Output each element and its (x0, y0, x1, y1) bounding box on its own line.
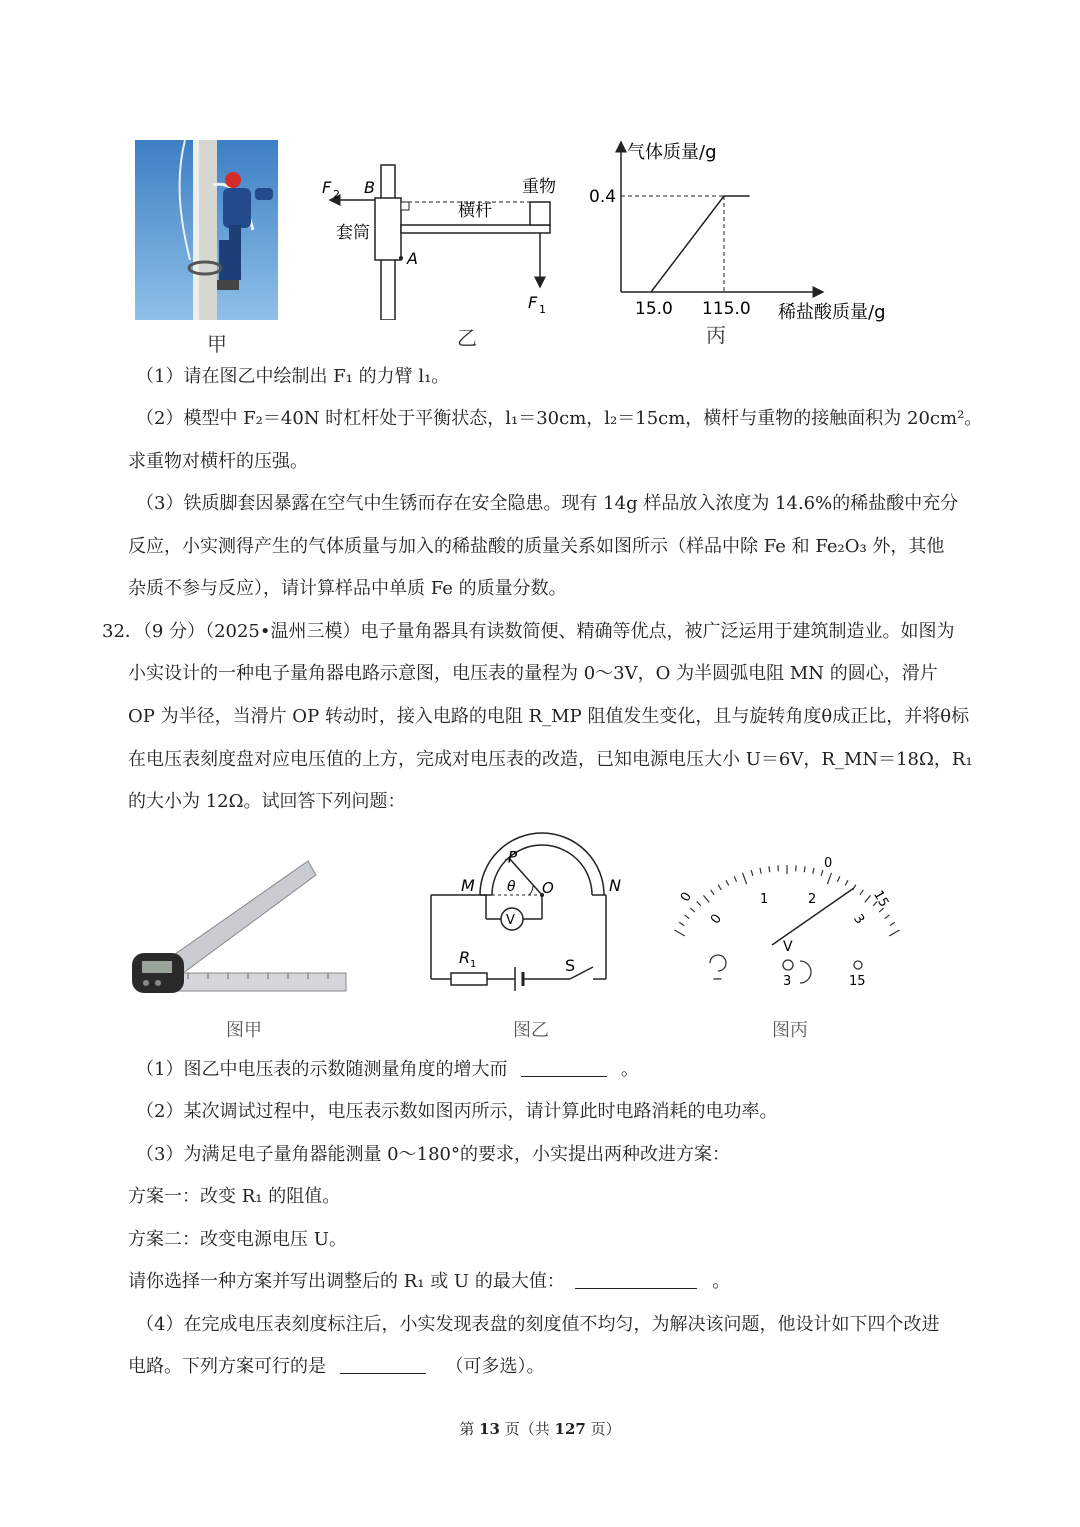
q31-part2-line2: 求重物对横杆的压强。 (128, 451, 308, 472)
digital-protractor-image (128, 855, 348, 1000)
dial-top-left: 0 (677, 889, 696, 905)
label-M: M (461, 876, 475, 895)
gas-mass-chart (585, 132, 905, 342)
dial-2: 2 (808, 892, 817, 907)
q31-part3-line2: 反应，小实测得产生的气体质量与加入的稀盐酸的质量关系如图所示（样品中除 Fe 和 Fe₂O₃ 外，其他 (128, 536, 945, 557)
q31-part1: （1）请在图乙中绘制出 F₁ 的力臂 l₁。 (136, 366, 450, 387)
y-axis-label: 气体质量/g (627, 142, 717, 163)
label-R1-sub: 1 (470, 959, 477, 970)
x-tick-label: 115.0 (702, 299, 751, 319)
q32-sub1-text: （1）图乙中电压表的示数随测量角度的增大而 (136, 1059, 508, 1080)
dial-tick (679, 922, 684, 925)
q32-sub3-ask (128, 1272, 730, 1292)
voltmeter-label: V (506, 913, 515, 928)
answer-blank-2[interactable] (575, 1272, 697, 1289)
dial-tick (760, 868, 761, 874)
q32-line3: OP 为半径，当滑片 OP 转动时，接入电路的电阻 R_MP 阻值发生变化，且与旋转角度θ成正比，并将θ标 (128, 706, 970, 727)
voltmeter-dial (672, 845, 902, 1005)
q32-sub3-end: 。 (712, 1271, 731, 1292)
dial-tick (769, 866, 770, 872)
q32-sub2: （2）某次调试过程中，电压表示数如图丙所示，请计算此时电路消耗的电功率。 (136, 1101, 778, 1122)
dial-top-right: 15 (870, 888, 892, 910)
current-page: 13 (479, 1420, 500, 1438)
q31-part3-line1: （3）铁质脚套因暴露在空气中生锈而存在安全隐患。现有 14g 样品放入浓度为 14.6%的稀盐酸中充分 (136, 493, 959, 514)
dial-tick (718, 885, 721, 890)
q32-sub4-line1: （4）在完成电压表刻度标注后，小实发现表盘的刻度值不均匀，为解决该问题，他设计如下四个改进 (136, 1314, 940, 1335)
q32-sub1 (136, 1060, 639, 1080)
dial-tick (751, 870, 753, 876)
dial-tick (890, 922, 895, 925)
label-A: A (407, 249, 418, 268)
dial-tick (860, 890, 864, 895)
lever-diagram (318, 160, 568, 320)
label-F1-sub: 1 (539, 303, 546, 316)
page-prefix: 第 (459, 1420, 480, 1438)
caption-fig-a: 图甲 (226, 1020, 262, 1041)
caption-fig-c: 图丙 (772, 1020, 808, 1041)
dial-tick (697, 901, 701, 905)
dial-tick (685, 915, 690, 919)
q32-line1: 32．（9 分）（2025•温州三模）电子量角器具有读数简便、精确等优点，被广泛运用于建筑制造业。如图为 (102, 621, 955, 642)
x-tick-label: 15.0 (635, 299, 673, 319)
terminal-minus: − (712, 972, 723, 987)
q32-sub3: （3）为满足电子量角器能测量 0～180°的要求，小实提出两种改进方案： (136, 1144, 730, 1165)
page-middle: 页（共 (500, 1420, 555, 1438)
dial-tick (711, 890, 715, 895)
q32-line5: 的大小为 12Ω。试回答下列问题： (128, 791, 406, 812)
dial-3: 3 (850, 911, 868, 928)
q32-sub4-end: （可多选）。 (445, 1356, 545, 1377)
dial-0: 0 (707, 911, 726, 927)
figure-label-bing: 丙 (706, 323, 726, 347)
q32-line2: 小实设计的一种电子量角器电路示意图，电压表的量程为 0～3V，O 为半圆弧电阻 MN 的圆心，滑片 (128, 663, 938, 684)
dial-top-mid: 0 (824, 856, 833, 871)
dial-tick (743, 873, 747, 884)
terminal-15: 15 (849, 974, 866, 989)
q32-plan2: 方案二：改变电源电压 U。 (128, 1229, 347, 1250)
dial-tick (837, 876, 839, 881)
q32-sub1-end: 。 (620, 1059, 639, 1080)
dial-tick (674, 930, 684, 936)
q32-plan1: 方案一：改变 R₁ 的阻值。 (128, 1186, 341, 1207)
label-weight: 重物 (522, 177, 556, 197)
answer-blank-3[interactable] (340, 1357, 426, 1374)
q31-part3-line3: 杂质不参与反应），请计算样品中单质 Fe 的质量分数。 (128, 578, 567, 599)
dial-tick (804, 866, 805, 872)
dial-tick (865, 895, 871, 902)
q32-sub4-line2 (128, 1357, 544, 1377)
figure-label-jia: 甲 (207, 332, 227, 356)
label-N: N (609, 876, 621, 895)
total-pages: 127 (554, 1420, 586, 1438)
label-P: P (508, 848, 518, 866)
x-axis-label: 稀盐酸质量/g (778, 302, 886, 323)
dial-tick (845, 880, 848, 885)
label-F2: F (322, 178, 332, 197)
q32-sub3-ask-text: 请你选择一种方案并写出调整后的 R₁ 或 U 的最大值： (128, 1271, 565, 1292)
label-B: B (364, 178, 375, 197)
page-suffix: 页） (585, 1420, 621, 1438)
q32-line4: 在电压表刻度盘对应电压值的上方，完成对电压表的改造，已知电源电压大小 U＝6V，R_MN＝18Ω，R₁ (128, 749, 973, 770)
worker-pole-photo (135, 140, 278, 320)
y-tick-label: 0.4 (589, 187, 617, 207)
q31-part2-line1: （2）模型中 F₂＝40N 时杠杆处于平衡状态，l₁＝30cm，l₂＝15cm，横杆与重物的接触面积为 20cm²。 (136, 408, 983, 429)
circuit-diagram (425, 825, 640, 1000)
dial-tick (827, 873, 831, 884)
label-F1: F (528, 293, 538, 312)
dial-tick (690, 908, 694, 912)
terminal-3: 3 (783, 974, 792, 989)
dial-tick (726, 880, 729, 885)
dial-tick (703, 895, 709, 902)
figure-label-yi: 乙 (457, 326, 477, 350)
dial-tick (734, 876, 736, 881)
page-number (0, 1418, 1080, 1439)
label-O: O (542, 879, 554, 897)
series-line (651, 196, 750, 292)
label-F2-sub: 2 (333, 188, 340, 201)
label-theta: θ (507, 879, 516, 895)
dial-tick (889, 930, 899, 936)
dial-tick (885, 915, 890, 919)
q32-sub4-text: 电路。下列方案可行的是 (128, 1356, 326, 1377)
label-sleeve: 套筒 (336, 223, 370, 243)
label-R1: R (459, 948, 471, 967)
dial-tick (821, 870, 823, 876)
label-bar: 横杆 (458, 201, 492, 221)
dial-1: 1 (760, 892, 769, 907)
label-S: S (565, 956, 576, 975)
dial-tick (813, 868, 814, 874)
answer-blank-1[interactable] (521, 1060, 607, 1077)
caption-fig-b: 图乙 (513, 1020, 549, 1041)
dial-unit: V (783, 939, 793, 955)
